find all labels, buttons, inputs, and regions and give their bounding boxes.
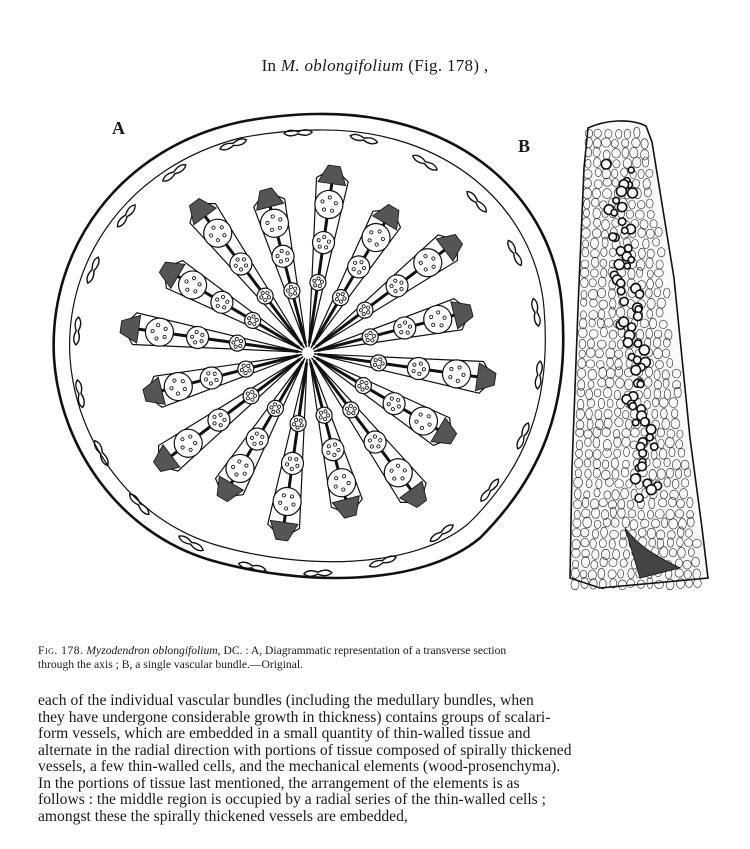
cortical-strands xyxy=(73,129,543,576)
running-head-suffix: (Fig. 178) , xyxy=(403,56,489,75)
panel-label-a: A xyxy=(112,118,125,138)
running-head-taxon: M. oblongifolium xyxy=(280,56,404,75)
cortical-strand xyxy=(465,190,488,214)
cortical-strand xyxy=(412,153,439,172)
vascular-bundles xyxy=(119,164,498,543)
cortical-strand xyxy=(369,554,397,568)
caption-fig-number: Fig. 178. xyxy=(38,644,84,657)
cortical-strand xyxy=(304,570,332,577)
transverse-section xyxy=(54,114,564,578)
body-line: amongst these the spirally thickened vessels are embedded, xyxy=(38,807,408,825)
running-head xyxy=(0,56,750,76)
cortical-strand xyxy=(128,492,151,516)
cortical-strand xyxy=(92,439,110,466)
panel-label-b: B xyxy=(518,136,531,156)
cortical-strand xyxy=(115,203,137,228)
caption-authority: DC. : xyxy=(223,644,249,657)
figure xyxy=(40,108,740,648)
cortical-strand xyxy=(531,298,542,327)
caption-species: Myzodendron oblongifolium, xyxy=(86,644,221,657)
figure-caption xyxy=(38,644,738,671)
caption-line1: A, Diagrammatic representation of a transverse section xyxy=(250,644,507,657)
caption-line2: through the axis ; B, a single vascular bundle.—Original. xyxy=(38,657,303,671)
body-line: vessels, a few thin-walled cells, and the mechanical elements (wood-prosenchyma). xyxy=(38,758,561,775)
body-line: form vessels, which are embedded in a small quantity of thin-walled tissue and xyxy=(38,725,531,742)
body-line: In the portions of tissue last mentioned, the arrangement of the elements is as xyxy=(38,774,520,792)
body-line: each of the individual vascular bundles (including the medullary bundles, when xyxy=(38,692,534,709)
body-line: alternate in the radial direction with portions of tissue composed of spirally thickened xyxy=(38,741,572,759)
figure-drawing xyxy=(40,108,740,648)
body-line: follows : the middle region is occupied by a radial series of the thin-walled cells ; xyxy=(38,791,546,808)
cortical-strand xyxy=(73,317,81,345)
cortical-strand xyxy=(75,379,86,408)
single-bundle xyxy=(570,121,708,590)
body-line: they have undergone considerable growth in thickness) contains groups of scalari- xyxy=(38,708,551,726)
running-head-prefix: In xyxy=(261,56,281,75)
cortical-strand xyxy=(506,239,524,266)
body-text xyxy=(38,693,738,825)
